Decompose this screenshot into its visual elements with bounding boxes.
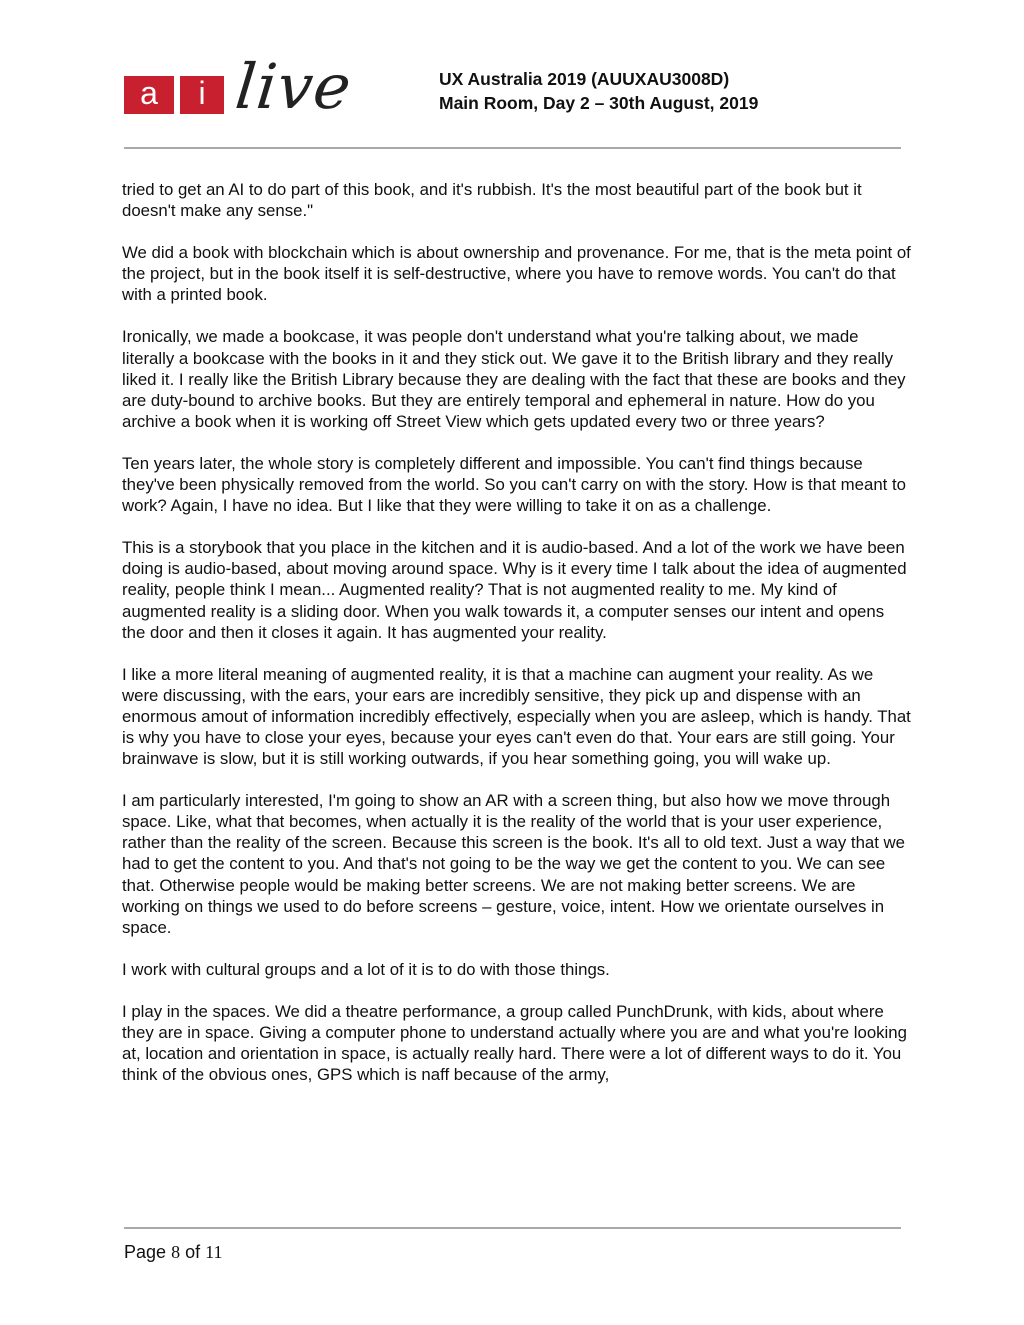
transcript-body xyxy=(122,179,912,1106)
header-divider xyxy=(124,147,901,149)
paragraph: I am particularly interested, I'm going to show an AR with a screen thing, but also how we move through space. Like, what that becomes, when actually it is the reality of the world that is your user experience, rather than the reality of the screen. Because this screen is the book. It's all to old text. Just a way that we had to get the content to you. And that's not going to be the way we get the content to you. We can see that. Otherwise people would be making better screens. We are not making better screens. We are working on things we used to do before screens – gesture, voice, intent. How we orientate ourselves in space. xyxy=(122,791,906,937)
page-header xyxy=(0,0,1024,160)
logo-box-a: a xyxy=(124,76,174,114)
paragraph: Ten years later, the whole story is completely different and impossible. You can't find things because they've been physically removed from the world. So you can't carry on with the story. How is that meant to work? Again, I have no idea. But I like that they were willing to take it on as a challenge. xyxy=(122,453,906,516)
page-label: Page xyxy=(124,1242,167,1262)
event-title: UX Australia 2019 (AUUXAU3008D) xyxy=(439,69,730,89)
paragraph: I play in the spaces. We did a theatre performance, a group called PunchDrunk, with kids, about where they are in space. Giving a computer phone to understand actually where you are and what you're looking at, location and orientation in space, is actually really hard. There were a lot of different ways to do it. You think of the obvious ones, GPS which is naff because of the army, xyxy=(122,1001,907,1085)
logo-word-live: live xyxy=(232,50,356,123)
paragraph: I work with cultural groups and a lot of it is to do with those things. xyxy=(122,959,610,979)
page-number: 8 xyxy=(171,1242,181,1262)
paragraph: tried to get an AI to do part of this book, and it's rubbish. It's the most beautiful part of the book but it doesn't make any sense." xyxy=(122,180,862,221)
paragraph: We did a book with blockchain which is about ownership and provenance. For me, that is the meta point of the project, but in the book itself it is self-destructive, where you have to remove words. You can't do that with a printed book. xyxy=(122,243,911,305)
event-session: Main Room, Day 2 – 30th August, 2019 xyxy=(439,93,759,113)
paragraph: Ironically, we made a bookcase, it was people don't understand what you're talking about, we made literally a bookcase with the books in it and they stick out. We gave it to the British library and they really liked it. I really like the British Library because they are dealing with the fact that these are books and they are duty-bound to archive books. But they are entirely temporal and ephemeral in nature. How do you archive a book when it is working off Street View which gets updated every two or three years? xyxy=(122,327,906,431)
paragraph: I like a more literal meaning of augmented reality, it is that a machine can augment your reality. As we were discussing, with the ears, your ears are incredibly sensitive, they pick up and dispense with an enormous amout of information incredibly effectively, especially when you are asleep, which is handy. That is why you have to close your eyes, because your eyes can't even do that. Your ears are still going. Your brainwave is slow, but it is still working outwards, if you hear something going, you will wake up. xyxy=(122,664,911,769)
event-title-block xyxy=(439,67,758,115)
page-footer xyxy=(124,1240,222,1264)
page-total: 11 xyxy=(205,1242,223,1262)
of-label: of xyxy=(185,1242,201,1262)
footer-divider xyxy=(124,1227,901,1229)
paragraph: This is a storybook that you place in the kitchen and it is audio-based. And a lot of the work we have been doing is audio-based, about moving around space. Why is it every time I talk about the idea of augmented reality, people think I mean... Augmented reality? That is not augmented reality to me. My kind of augmented reality is a sliding door. When you walk towards it, a computer senses our intent and opens the door and then it closes it again. It has augmented your reality. xyxy=(122,538,907,642)
logo-box-i: i xyxy=(180,76,224,114)
